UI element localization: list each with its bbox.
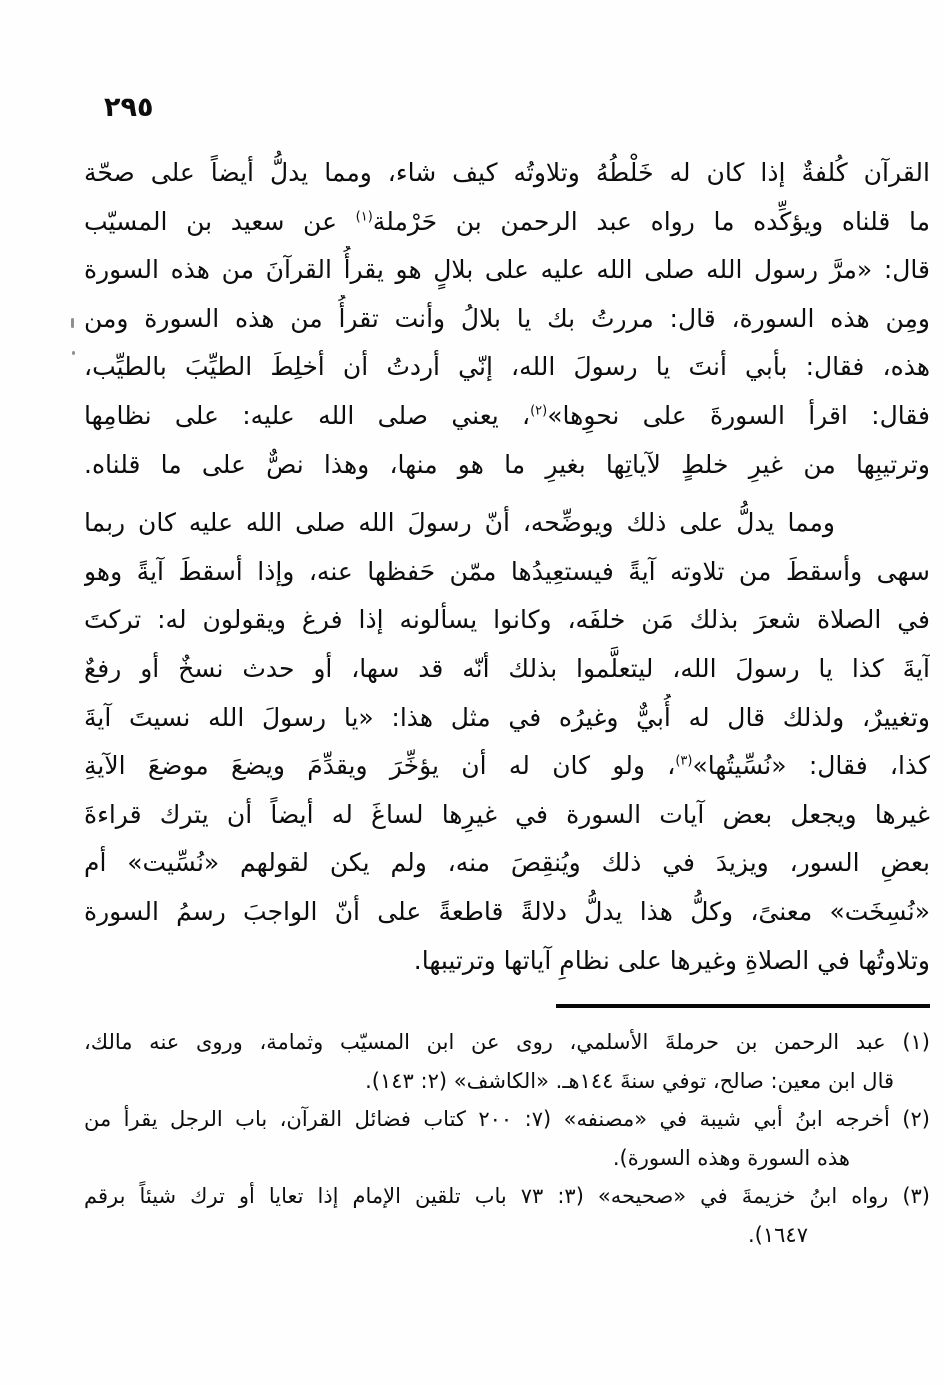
text-line: وتغييرٌ، ولذلك قال له أُبيٌّ وغيرُه في مثل هذا: «يا رسولَ الله نسيتَ آيةَ: [84, 702, 930, 732]
text-line: قال: «مرَّ رسول الله صلى الله عليه على بلالٍ هو يقرأُ القرآنَ من هذه السورة: [84, 255, 930, 285]
footnote-separator: [556, 1004, 930, 1008]
text-line: وتلاوتُها في الصلاةِ وغيرها على نظامِ آياتها وترتيبها.: [413, 945, 930, 975]
footnote-reference-3: (٣): [675, 753, 693, 769]
text-line: في الصلاة شعرَ بذلك مَن خلفَه، وكانوا يسألونه إذا فرغ ويقولون له: تركتَ: [84, 605, 930, 635]
line-text: ، ولو كان له أن يؤخِّرَ ويقدِّمَ ويضعَ موضعَ الآيةِ: [84, 751, 676, 781]
text-line: غيرها ويجعل بعض آيات السورة في غيرِها لساغَ له أيضاً أن يترك قراءةَ: [84, 799, 930, 829]
text-line: «نُسِخَت» معنىً، وكلُّ هذا يدلُّ دلالةً قاطعةً على أنّ الواجبَ رسمُ السورة: [84, 896, 930, 926]
text-line: ومما يدلُّ على ذلك ويوضِّحه، أنّ رسولَ الله صلى الله عليه كان ربما: [84, 508, 835, 538]
footnote-line: (٣) رواه ابنُ خزيمةَ في «صحيحه» (٣: ٧٣ باب تلقين الإمام إذا تعايا أو ترك شيئاً برقم: [84, 1184, 930, 1208]
paragraph-2: [84, 499, 930, 985]
text-line: [84, 392, 930, 441]
text-line: هذه، فقال: بأبي أنتَ يا رسولَ الله، إنّي أردتُ أن أخلِطَ الطيِّبَ بالطيِّب،: [84, 352, 930, 382]
main-text: [84, 149, 930, 985]
footnote-line: (١) عبد الرحمن بن حرملةَ الأسلمي، روى عن ابن المسيّب وثمامة، وروى عنه مالك،: [84, 1030, 930, 1054]
footnotes: [84, 1023, 930, 1254]
footnote-line: ١٦٤٧).: [748, 1222, 808, 1247]
footnote-reference-1: (١): [355, 209, 373, 225]
scan-artifact: [72, 351, 75, 355]
footnote-line: قال ابن معين: صالح، توفي سنةَ ١٤٤هـ. «الكاشف» (٢: ١٤٣).: [365, 1068, 894, 1093]
line-text: فقال: اقرأ السورةَ على نحوِها»: [547, 400, 930, 430]
text-line: آيةَ كذا يا رسولَ الله، ليتعلَّموا بذلك أنّه قد سها، أو حدث نسخٌ أو رفعٌ: [84, 653, 930, 683]
paragraph-1: [84, 149, 930, 489]
page-number: ٢٩٥: [104, 92, 154, 123]
text-line: ومِن هذه السورة، قال: مررتُ بك يا بلالُ وأنت تقرأُ من هذه السورة ومن: [84, 303, 930, 333]
text-line: بعضِ السور، ويزيدَ في ذلك ويُنقِصَ منه، ولم يكن لقولهم «نُسِّيت» أم: [84, 848, 930, 878]
footnote-reference-2: (٢): [530, 403, 548, 419]
text-line: سهى وأسقطَ من تلاوته آيةً فيستعِيدُها ممّن حَفظها عنه، وإذا أسقطَ آيةً وهو: [84, 556, 930, 586]
text-line: القرآن كُلفةٌ إذا كان له خَلْطُهُ وتلاوتُه كيف شاء، ومما يدلُّ أيضاً على صحّة: [84, 158, 930, 187]
footnote-line: (٢) أخرجه ابنُ أبي شيبة في «مصنفه» (٧: ٢٠٠ كتاب فضائل القرآن، باب الرجل يقرأ من: [84, 1107, 930, 1131]
text-line: [84, 198, 930, 247]
footnote-line: هذه السورة وهذه السورة).: [612, 1145, 850, 1170]
line-text: عن سعيد بن المسيّب: [84, 206, 356, 236]
scan-artifact: [71, 318, 74, 328]
text-line: [84, 742, 930, 791]
line-text: ، يعني صلى الله عليه: على نظامِها: [84, 400, 531, 430]
line-text: كذا، فقال: «نُسِّيتُها»: [692, 751, 930, 781]
line-text: ما قلناه ويؤكِّده ما رواه عبد الرحمن بن حَرْملة: [372, 206, 930, 236]
text-line: وترتيبِها من غيرِ خلطٍ لآياتِها بغيرِ ما هو منها، وهذا نصٌّ على ما قلناه.: [84, 449, 930, 479]
